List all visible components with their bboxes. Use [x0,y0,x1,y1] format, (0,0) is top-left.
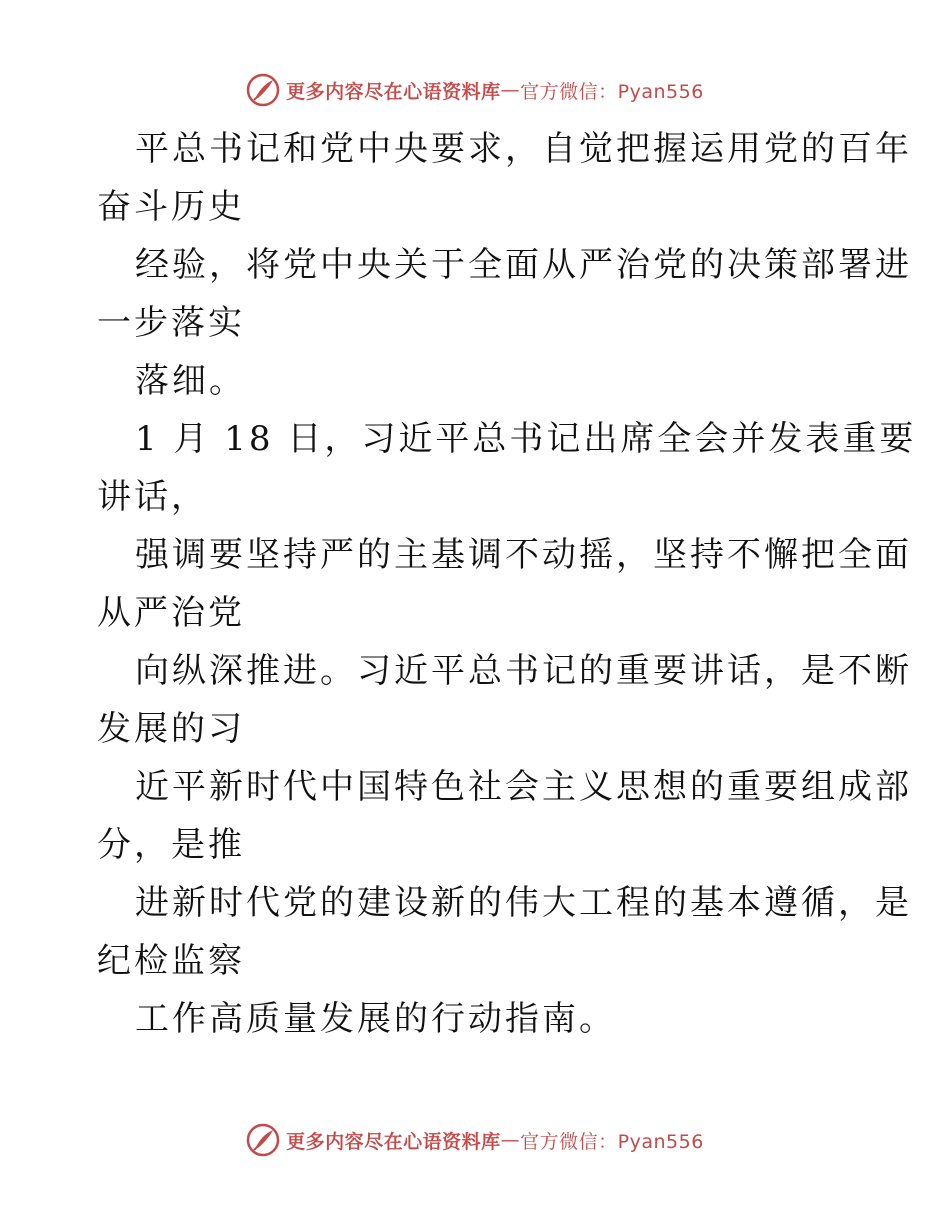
text-line: 讲话， [97,477,208,517]
text-line: 经验，将党中央关于全面从严治党的决策部署进 [135,245,912,285]
text-line: 近平新时代中国特色社会主义思想的重要组成部 [135,767,912,807]
watermark-separator: — [500,1129,521,1151]
text-line: 进新时代党的建设新的伟大工程的基本遵循，是 [135,883,912,923]
text-line: 1 月 18 日，习近平总书记出席全会并发表重要 [135,419,917,459]
text-line: 向纵深推进。习近平总书记的重要讲话，是不断 [135,651,912,691]
document-body [97,120,917,1048]
watermark-brand: 更多内容尽在心语资料库 [286,1130,501,1153]
text-line: 一步落实 [97,303,245,343]
feather-pen-icon [246,73,280,107]
watermark-contact: 官方微信：Pyan556 [520,80,704,103]
text-line: 落细。 [135,361,246,401]
feather-pen-icon [246,1123,280,1157]
text-line: 发展的习 [97,709,245,749]
text-line: 分，是推 [97,825,245,865]
watermark-separator: — [500,79,521,101]
header-watermark [0,70,950,110]
watermark-brand: 更多内容尽在心语资料库 [286,80,501,103]
text-line: 强调要坚持严的主基调不动摇，坚持不懈把全面 [135,535,912,575]
text-line: 纪检监察 [97,941,245,981]
text-line: 从严治党 [97,593,245,633]
text-line: 工作高质量发展的行动指南。 [135,999,616,1039]
text-line: 平总书记和党中央要求，自觉把握运用党的百年 [135,129,912,169]
watermark-contact: 官方微信：Pyan556 [520,1130,704,1153]
footer-watermark [0,1120,950,1160]
text-line: 奋斗历史 [97,187,245,227]
